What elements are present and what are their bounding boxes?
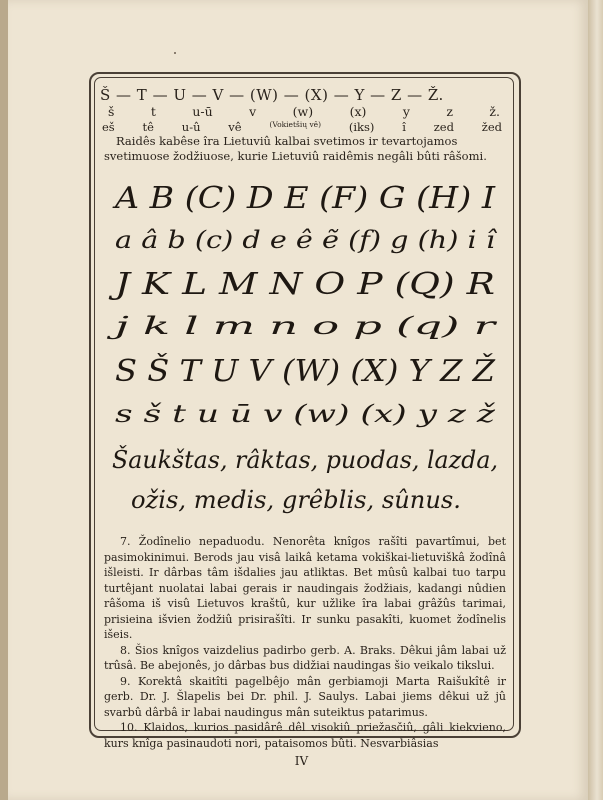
lowercase-letter: u-ū <box>192 104 213 119</box>
foreign-letters-note: Raidês kabêse îra Lietuviû kalbai svetimos ir tevartojamos svetimuose žodžiuose, kurie Lietuviû raidêmis negâli bûti râšomi. <box>104 134 487 163</box>
alphabet-names-row <box>100 120 506 134</box>
letter-name: (iks) <box>348 120 375 134</box>
script-line-lower-3: s š t u ū v (w) (x) y z ž <box>115 400 496 428</box>
paper-speck <box>174 52 176 54</box>
letter-name: žed <box>481 120 502 134</box>
lowercase-letter: y <box>402 104 410 119</box>
letter-name: tê <box>142 120 154 134</box>
alphabet-lowercase-row <box>100 104 506 119</box>
lowercase-letter: z <box>446 104 453 119</box>
lowercase-letter: ž. <box>489 104 500 119</box>
body-text <box>104 534 506 751</box>
script-line-capitals-1: A B (C) D E (F) G (H) I <box>111 181 497 216</box>
letter-name: vê <box>228 120 242 134</box>
letter-name: î <box>402 120 406 134</box>
handwriting-specimen <box>100 166 510 528</box>
paragraph: 9. Korektâ skaitîti pagelbêjo mân gerbiamoji Marta Raišukîtê ir gerb. Dr. J. Šlapelis bei Dr. phil. J. Saulys. Labai jiems dêkui už jû svarbû dârbâ ir labai naudingus mân suteiktus patarimus. <box>104 674 506 719</box>
letter-name: eš <box>102 120 115 134</box>
page-number: IV <box>294 754 309 768</box>
alphabet-capitals: Š — T — U — V — (W) — (X) — Y — Z — Ž. <box>100 86 444 104</box>
script-line-words-2: ožis, medis, grêblis, sûnus. <box>131 486 461 514</box>
book-spine <box>588 0 603 800</box>
script-line-lower-2: j k l m n o p (q) r <box>105 312 498 340</box>
paragraph: 8. Šios knîgos vaizdelius padirbo gerb. A. Braks. Dêkui jâm labai už trûsâ. Be abejonês, jo dârbas bus didžiai naudingas šio veikalo tikslui. <box>104 643 506 672</box>
letter-name: zed <box>433 120 454 134</box>
lowercase-letter: š <box>108 104 115 119</box>
lowercase-letter: (w) <box>292 104 314 119</box>
lowercase-letter: v <box>249 104 257 119</box>
paragraph: 7. Žodînelio nepaduodu. Nenorêta knîgos rašîti pavartîmui, bet pasimokinimui. Berods jau visâ laikâ ketama vokiškai-lietuviškâ žodînâ išleisti. Ir dârbas tâm išdalies jau atliktas. Bet mûsû kalbai tuo tarpu turtêjant nuolatai labai gerais ir naudingais žodžiais, kadangi nûdien râšoma iš visû Lietuvos kraštû, kur užlike îra labai grâžûs tarimai, prisieina išvien žodžiû prisirašîti. Ir sunku pasakîti, kuomet žodînelis išeis. <box>104 535 506 641</box>
paragraph: 10. Klaidos, kurios pasidârê dêl visokiû priežasčiû, gâli kiekvieno, kurs knîga pasinaudoti nori, pataisomos bûti. Nesvarbiâsias <box>104 721 506 750</box>
lowercase-letter: (x) <box>349 104 367 119</box>
letter-name: (Vokietšių vê) <box>269 120 322 129</box>
script-line-words-1: Šaukštas, râktas, puodas, lazda, <box>112 446 503 474</box>
script-line-lower-1: a â b (c) d e ê ẽ (f) g (h) i î <box>115 226 498 254</box>
script-line-capitals-3: S Š T U V (W) (X) Y Z Ž <box>115 354 470 389</box>
letter-name: u-û <box>181 120 201 134</box>
script-line-capitals-2: J K L M N O P (Q) R <box>107 267 495 302</box>
lowercase-letter: t <box>150 104 156 119</box>
